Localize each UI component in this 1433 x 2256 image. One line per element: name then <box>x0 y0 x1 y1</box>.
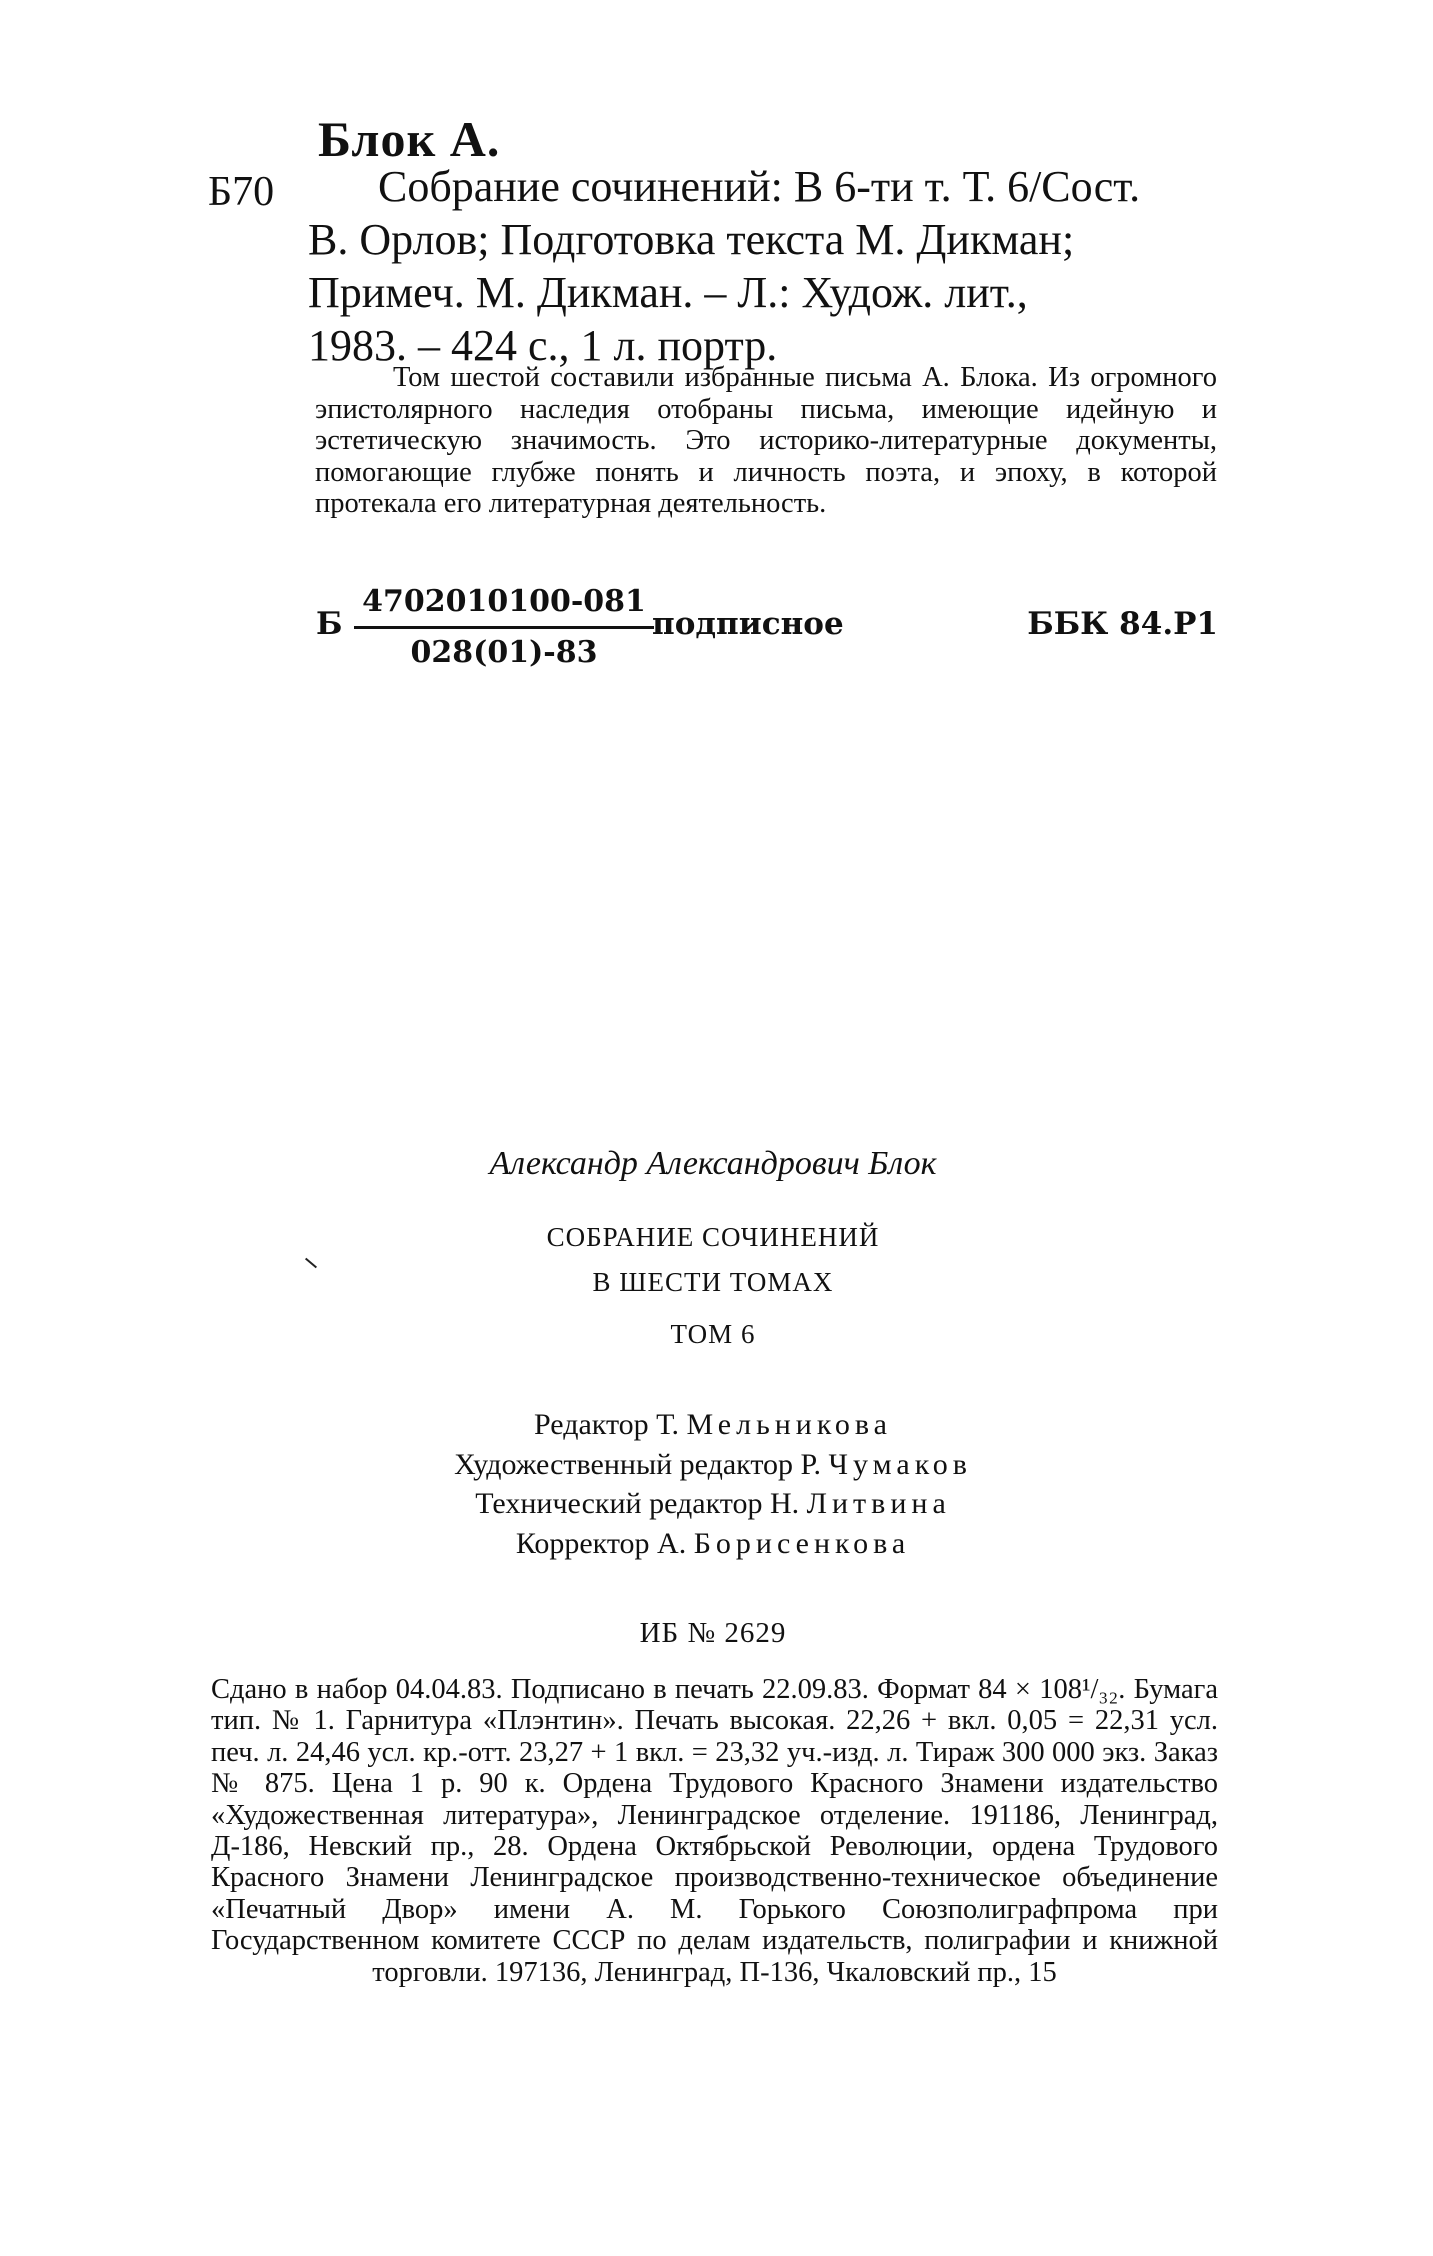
imprint-paragraph: Сдано в набор 04.04.83. Подписано в печать 22.09.83. Формат 84 × 108¹/₃₂. Бумага тип. № 1. Гарнитура «Плэнтин». Печать высокая. 22,26 + вкл. 0,05 = 22,31 усл. печ. л. 24,46 усл. кр.-отт. 23,27 + 1 вкл. = 23,32 уч.-изд. л. Тираж 300 000 экз. Заказ № 875. Цена 1 р. 90 к. Ордена Трудового Красного Знамени издательство «Художественная литература», Ленинградское отделение. 191186, Ленинград, Д-186, Невский пр., 28. Ордена Октябрьской Революции, ордена Трудового Красного Знамени Ленинградское производственно-техническое объединение «Печатный Двор» имени А. М. Горького Союзполиграфпрома при Государственном комитете СССР по делам издательств, полиграфии и книжной торговли. 197136, Ленинград, П-136, Чкаловский пр., 15 <box>211 1674 1218 1988</box>
author-heading: Блок А. <box>318 111 501 167</box>
author-full-name: Александр Александрович Блок <box>489 1145 937 1182</box>
staff-name: Литвина <box>806 1487 951 1520</box>
ib-number: ИБ № 2629 <box>639 1617 787 1649</box>
bibliographic-description <box>308 160 1218 372</box>
staff-role: Технический редактор Н. <box>475 1487 800 1520</box>
description-line-3: Примеч. М. Дикман. – Л.: Худож. лит., <box>308 268 1028 317</box>
index-fraction <box>354 582 654 673</box>
volume-number: ТОМ 6 <box>670 1319 756 1349</box>
staff-technical-editor <box>208 1484 1218 1524</box>
bbk-code: ББК 84.Р1 <box>1027 606 1218 642</box>
staff-name: Мельникова <box>686 1408 892 1441</box>
classification-index <box>316 582 1218 672</box>
staff-role: Художественный редактор Р. <box>454 1448 821 1481</box>
index-numerator: 4702010100-081 <box>362 584 646 619</box>
staff-editor <box>208 1405 1218 1445</box>
catalog-code: Б70 <box>208 169 275 215</box>
staff-role: Корректор А. <box>515 1527 687 1560</box>
collection-title-line-1: СОБРАНИЕ СОЧИНЕНИЙ <box>546 1222 880 1252</box>
description-line-1: Собрание сочинений: В 6-ти т. Т. 6/Сост. <box>378 162 1141 211</box>
subscription-label: подписное <box>652 606 844 642</box>
annotation-paragraph: Том шестой составили избранные письма А. Блока. Из огромного эпистолярного наследия отобраны письма, имеющие идейную и эстетическую значимость. Это историко-литературные документы, помогающие глубже понять и личность поэта, и эпоху, в которой протекала его литературная деятельность. <box>315 362 1217 519</box>
staff-name: Борисенкова <box>693 1527 911 1560</box>
staff-proofreader <box>208 1524 1218 1564</box>
collection-title-line-2: В ШЕСТИ ТОМАХ <box>592 1267 834 1297</box>
staff-name: Чумаков <box>828 1448 972 1481</box>
staff-role: Редактор Т. <box>533 1408 679 1441</box>
description-line-4: 1983. – 424 с., 1 л. портр. <box>308 321 778 370</box>
fraction-bar <box>354 626 654 629</box>
index-letter: Б <box>316 606 343 642</box>
index-denominator: 028(01)-83 <box>410 635 598 670</box>
staff-art-editor <box>208 1445 1218 1485</box>
description-line-2: В. Орлов; Подготовка текста М. Дикман; <box>308 215 1075 264</box>
